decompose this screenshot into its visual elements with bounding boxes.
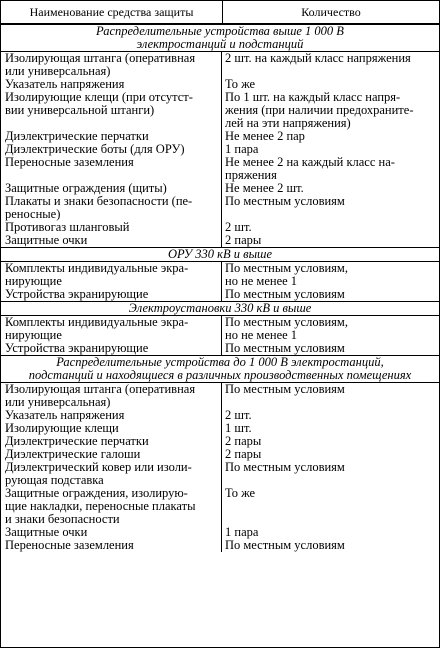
quantity-cell: 1 пара — [225, 142, 259, 156]
quantity-cell: По местным условиям — [225, 382, 345, 396]
quantity-cell: Не менее 2 шт. — [225, 181, 304, 195]
table-row — [1, 156, 439, 182]
table-row — [1, 234, 439, 247]
quantity-cell: 2 пары — [225, 434, 262, 448]
table-body — [1, 24, 439, 552]
equipment-name-cell: Указатель напряжения — [1, 78, 222, 91]
equipment-name-cell: Устройства экранирующие — [1, 342, 222, 355]
equipment-name-cell: Изолирующая штанга (оперативная или универсальная) — [1, 383, 222, 409]
equipment-name-cell: Диэлектрические галоши — [1, 448, 222, 461]
header-name-column: Наименование средства защиты — [1, 1, 223, 23]
table-row — [1, 342, 439, 355]
table-row — [1, 539, 439, 552]
quantity-cell: 1 шт. — [225, 421, 252, 435]
quantity-cell: По 1 шт. на каждый класс напря- жения (при наличии предохраните- лей на эти напряжения) — [225, 90, 414, 130]
equipment-name-cell: Комплекты индивидуальные экра- нирующие — [1, 262, 222, 288]
equipment-name-cell: Противогаз шланговый — [1, 221, 222, 234]
equipment-name-cell: Переносные заземления — [1, 539, 222, 552]
quantity-cell: 2 шт. — [225, 220, 252, 234]
equipment-name-cell: Изолирующие клещи (при отсутст- вии универсальной штанги) — [1, 91, 222, 130]
quantity-cell: По местным условиям, но не менее 1 — [225, 261, 348, 288]
equipment-name-cell: Комплекты индивидуальные экра- нирующие — [1, 316, 222, 342]
section-title: ОРУ 330 кВ и выше — [1, 247, 439, 261]
quantity-cell: То же — [225, 77, 256, 91]
table-header — [1, 1, 439, 24]
equipment-name-cell: Указатель напряжения — [1, 409, 222, 422]
quantity-cell: По местным условиям, но не менее 1 — [225, 315, 348, 342]
table-row — [1, 51, 439, 78]
quantity-cell: То же — [225, 486, 256, 500]
equipment-name-cell: Защитные очки — [1, 234, 222, 247]
equipment-name-cell: Изолирующая штанга (оперативная или универсальная) — [1, 52, 222, 78]
quantity-cell: По местным условиям — [225, 341, 345, 355]
quantity-cell: 1 пара — [225, 525, 259, 539]
quantity-cell: По местным условиям — [225, 538, 345, 552]
equipment-name-cell: Защитные очки — [1, 526, 222, 539]
quantity-cell: По местным условиям — [225, 287, 345, 301]
quantity-cell: 2 шт. на каждый класс напряжения — [225, 51, 411, 65]
table-row — [1, 261, 439, 288]
section-title: Распределительные устройства до 1 000 В электростанций, подстанций и находящиеся в различных производственных помещениях — [1, 355, 439, 382]
quantity-cell: По местным условиям — [225, 194, 345, 208]
equipment-name-cell: Диэлектрические перчатки — [1, 435, 222, 448]
header-quantity-column: Количество — [301, 4, 361, 19]
equipment-name-cell: Защитные ограждения, изолирую- щие накладки, переносные плакаты и знаки безопасности — [1, 487, 222, 526]
table-row — [1, 487, 439, 526]
table-row — [1, 382, 439, 409]
quantity-cell: 2 пары — [225, 447, 262, 461]
equipment-name-cell: Переносные заземления — [1, 156, 222, 182]
table-row — [1, 288, 439, 301]
quantity-cell: 2 пары — [225, 233, 262, 247]
quantity-cell: Не менее 2 на каждый класс на- пряжения — [225, 155, 395, 182]
equipment-name-cell: Плакаты и знаки безопасности (пе- реносные) — [1, 195, 222, 221]
equipment-name-cell: Защитные ограждения (щиты) — [1, 182, 222, 195]
table-row — [1, 91, 439, 130]
equipment-name-cell: Изолирующие клещи — [1, 422, 222, 435]
equipment-name-cell: Диэлектрические перчатки — [1, 130, 222, 143]
table-row — [1, 315, 439, 342]
table-row — [1, 461, 439, 487]
equipment-name-cell: Диэлектрический ковер или изоли- рующая подставка — [1, 461, 222, 487]
quantity-cell: По местным условиям — [225, 460, 345, 474]
section-title: Электроустановки 330 кВ и выше — [1, 301, 439, 315]
section-title: Распределительные устройства выше 1 000 В электростанций и подстанций — [1, 24, 439, 51]
table-row — [1, 195, 439, 221]
equipment-name-cell: Диэлектрические боты (для ОРУ) — [1, 143, 222, 156]
quantity-cell: Не менее 2 пар — [225, 129, 305, 143]
quantity-cell: 2 шт. — [225, 408, 252, 422]
equipment-name-cell: Устройства экранирующие — [1, 288, 222, 301]
